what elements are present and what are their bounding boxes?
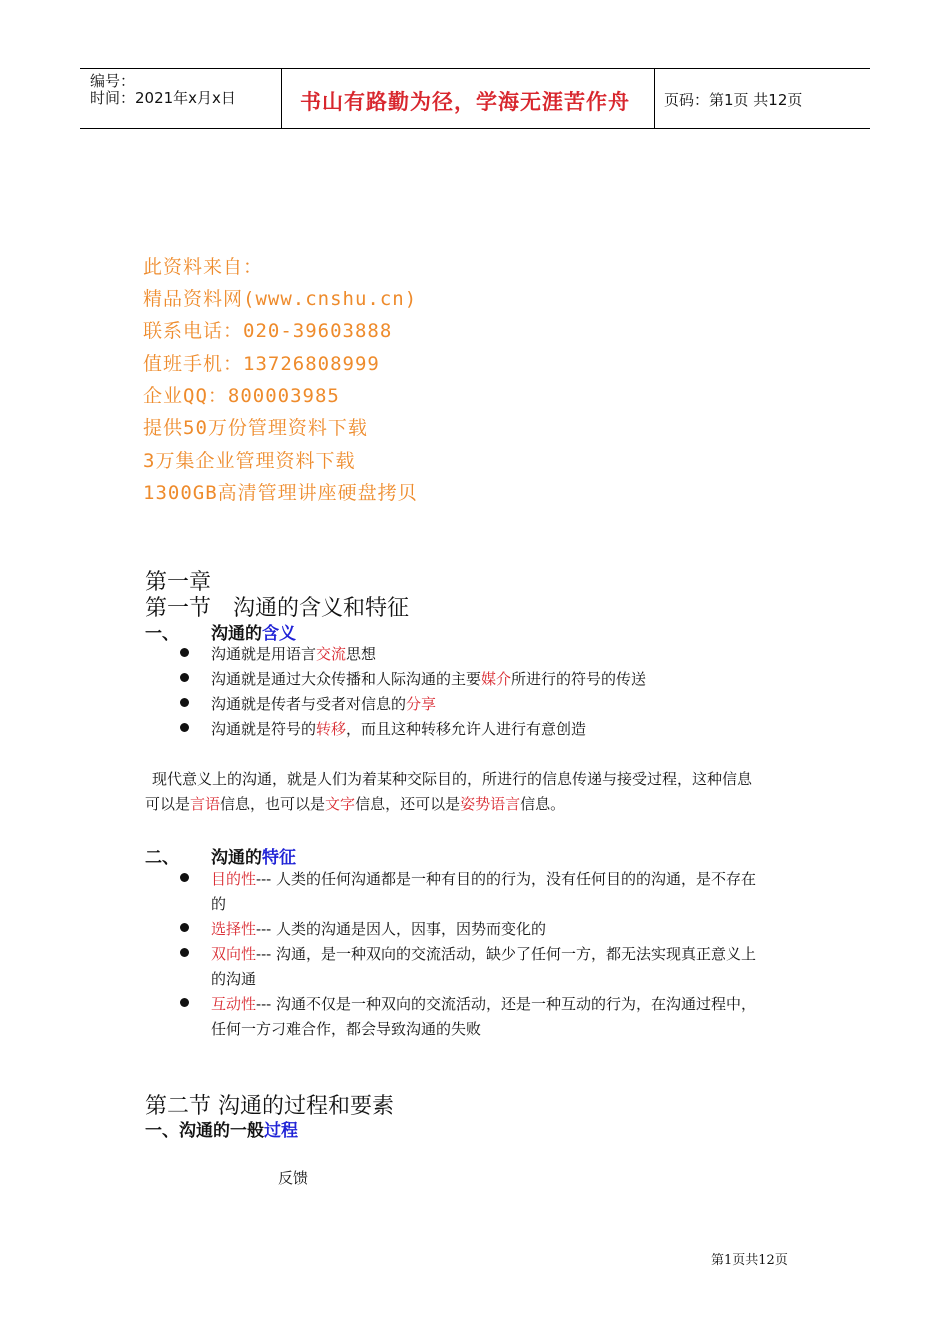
ad-line-3: 联系电话：020-39603888 — [143, 320, 393, 342]
page-footer: 第1页共12页 — [711, 1253, 788, 1268]
text: ，而且这种转移允许人进行有意创造 — [346, 720, 587, 738]
meaning-bullet-1 — [211, 643, 376, 664]
bullet-icon — [180, 948, 189, 957]
header-code-label: 编号： — [90, 72, 136, 90]
feature-1-line-2: 的 — [211, 895, 227, 913]
highlight: 转移 — [316, 720, 347, 738]
text: 一、沟通的一般 — [145, 1121, 264, 1141]
ad-line-1: 此资料来自： — [143, 256, 264, 278]
highlight: 姿势语言 — [460, 795, 521, 813]
bullet-icon — [180, 673, 189, 682]
feature-1-line-1 — [211, 868, 756, 889]
highlight: 交流 — [316, 645, 347, 663]
feature-3-line-2: 的沟通 — [211, 970, 257, 988]
section-1-sub-2-heading — [211, 843, 296, 868]
ad-line-2: 精品资料网(www.cnshu.cn) — [143, 288, 418, 310]
feature-4-line-2: 任何一方刁难合作，都会导致沟通的失败 — [211, 1020, 482, 1038]
section-2-sub-1-heading — [145, 1116, 298, 1141]
highlight: 选择性 — [211, 920, 257, 938]
text: 沟通就是通过大众传播和人际沟通的主要 — [211, 670, 482, 688]
section-1-sub-1-number: 一、 — [145, 624, 179, 644]
header-bottom-rule — [80, 128, 870, 129]
feature-3-line-1 — [211, 943, 756, 964]
header-date-label: 时间：2021年x月x日 — [90, 89, 236, 107]
text: 思想 — [346, 645, 377, 663]
definition-paragraph-line-1: 现代意义上的沟通，就是人们为着某种交际目的，所进行的信息传递与接受过程，这种信息 — [152, 770, 753, 788]
header-divider-left — [281, 68, 282, 129]
text: 信息，也可以是 — [220, 795, 326, 813]
bullet-icon — [180, 998, 189, 1007]
text: 信息。 — [520, 795, 566, 813]
section-1-sub-2-number: 二、 — [145, 848, 179, 868]
feature-4-line-1 — [211, 993, 756, 1014]
text: 沟通就是传者与受者对信息的 — [211, 695, 407, 713]
highlight: 过程 — [264, 1121, 298, 1141]
section-1-title: 第一节 沟通的含义和特征 — [145, 596, 410, 621]
highlight: 言语 — [190, 795, 221, 813]
section-2-title: 第二节 沟通的过程和要素 — [145, 1094, 394, 1119]
header-divider-right — [654, 68, 655, 129]
highlight: 文字 — [325, 795, 356, 813]
feedback-label: 反馈 — [278, 1169, 309, 1187]
bullet-icon — [180, 923, 189, 932]
text: --- 沟通，是一种双向的交流活动，缺少了任何一方，都无法实现真正意义上 — [256, 945, 756, 963]
text: 所进行的符号的传送 — [511, 670, 647, 688]
highlight: 双向性 — [211, 945, 257, 963]
text: 沟通就是符号的 — [211, 720, 317, 738]
highlight: 互动性 — [211, 995, 257, 1013]
header-top-rule — [80, 68, 870, 69]
sub-1-heading-highlight: 含义 — [262, 624, 296, 644]
meaning-bullet-4 — [211, 718, 586, 739]
ad-line-6: 提供50万份管理资料下载 — [143, 417, 368, 439]
sub-2-heading-highlight: 特征 — [262, 848, 296, 868]
feature-2-line-1 — [211, 918, 546, 939]
text: --- 人类的任何沟通都是一种有目的的行为，没有任何目的的沟通，是不存在 — [256, 870, 756, 888]
ad-line-7: 3万集企业管理资料下载 — [143, 450, 356, 472]
meaning-bullet-2 — [211, 668, 646, 689]
definition-paragraph-line-2 — [145, 793, 565, 814]
bullet-icon — [180, 698, 189, 707]
text: 沟通就是用语言 — [211, 645, 317, 663]
section-1-sub-1-heading — [211, 619, 296, 644]
text: --- 人类的沟通是因人，因事，因势而变化的 — [256, 920, 546, 938]
sub-2-heading-text: 沟通的 — [211, 848, 262, 868]
ad-line-4: 值班手机：13726808999 — [143, 353, 380, 375]
ad-line-8: 1300GB高清管理讲座硬盘拷贝 — [143, 482, 418, 504]
text: --- 沟通不仅是一种双向的交流活动，还是一种互动的行为，在沟通过程中， — [256, 995, 756, 1013]
chapter-title: 第一章 — [145, 570, 212, 595]
header-page-label: 页码：第1页 共12页 — [664, 91, 803, 109]
highlight: 目的性 — [211, 870, 257, 888]
highlight: 媒介 — [481, 670, 512, 688]
text: 信息，还可以是 — [355, 795, 461, 813]
meaning-bullet-3 — [211, 693, 436, 714]
ad-line-5: 企业QQ：800003985 — [143, 385, 340, 407]
highlight: 分享 — [406, 695, 437, 713]
text: 可以是 — [145, 795, 191, 813]
header-motto: 书山有路勤为径，学海无涯苦作舟 — [300, 90, 630, 114]
bullet-icon — [180, 873, 189, 882]
bullet-icon — [180, 723, 189, 732]
sub-1-heading-text: 沟通的 — [211, 624, 262, 644]
bullet-icon — [180, 648, 189, 657]
